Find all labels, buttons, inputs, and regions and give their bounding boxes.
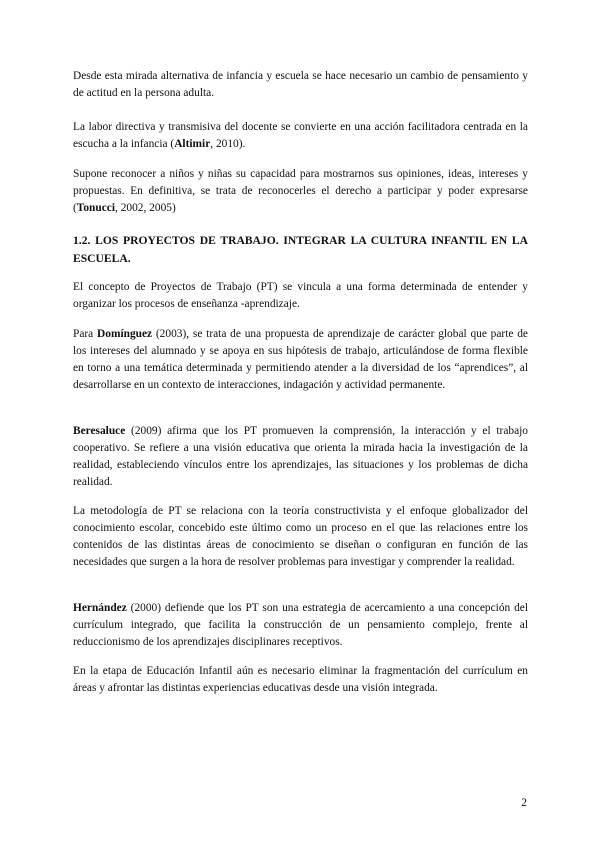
citation-author-tonucci: Tonucci bbox=[76, 201, 115, 214]
citation-author-dominguez: Domínguez bbox=[97, 328, 153, 340]
paragraph-1-text: Desde esta mirada alternativa de infancia y escuela se hace necesario un cambio de pensamiento y de actitud en la persona adulta. bbox=[73, 70, 528, 99]
paragraph-9-text: En la etapa de Educación Infantil aún es necesario eliminar la fragmentación del currículum en áreas y afrontar las distintas experiencias educativas desde una visión integrada. bbox=[73, 665, 528, 694]
paragraph-7-text: La metodología de PT se relaciona con la teoría constructivista y el enfoque globalizador del conocimiento escolar, concebido este último como un proceso en el que las relaciones entre los contenidos de las distintas áreas de conocimiento se diseñan o configuran en función de las necesidades que surgen a la hora de resolver problemas para investigar y comprender la realidad. bbox=[73, 505, 528, 568]
paragraph-1 bbox=[73, 68, 528, 102]
citation-year: , 2010). bbox=[210, 137, 246, 150]
citation-author-beresaluce: Beresaluce bbox=[73, 425, 126, 437]
paragraph-6 bbox=[73, 423, 528, 491]
section-heading bbox=[73, 232, 528, 267]
paragraph-8-text: (2000) defiende que los PT son una estrategia de acercamiento a una concepción del currículum integrado, que facilita la construcción de un pensamiento complejo, frente al reduccionismo de los aprendizajes disciplinares receptivos. bbox=[73, 602, 528, 648]
citation-author-hernandez: Hernández bbox=[73, 602, 127, 614]
paragraph-3-text: Supone reconocer a niños y niñas su capacidad para mostrarnos sus opiniones, ideas, intereses y propuestas. En definitiva, se trata de reconocerles el derecho a participar y poder expresarse ( bbox=[73, 168, 528, 214]
paragraph-6-text: (2009) afirma que los PT promueven la comprensión, la interacción y el trabajo cooperativo. Se refiere a una visión educativa que orienta la mirada hacia la investigación de la realidad, estableciendo vínculos entre los aprendizajes, las situaciones y los problemas de dicha realidad. bbox=[73, 425, 528, 488]
paragraph-5-lead: Para bbox=[73, 328, 98, 340]
paragraph-8 bbox=[73, 600, 528, 651]
citation-author-altimir: Altimir bbox=[174, 137, 211, 150]
paragraph-3 bbox=[73, 166, 528, 217]
paragraph-2-text: La labor directiva y transmisiva del docente se convierte en una acción facilitadora centrada en la escucha a la infancia ( bbox=[73, 121, 528, 150]
paragraph-9 bbox=[73, 663, 528, 697]
paragraph-7 bbox=[73, 503, 528, 571]
paragraph-5-text: (2003), se trata de una propuesta de aprendizaje de carácter global que parte de los intereses del alumnado y se apoya en sus hipótesis de trabajo, articulándose de forma flexible en torno a una temática determinada y permitiendo atender a la diversidad de los “aprendices”, al desarrollarse en un contexto de interacciones, indagación y actividad permanente. bbox=[73, 328, 528, 391]
citation-year: , 2002, 2005) bbox=[115, 201, 176, 214]
paragraph-4-text: El concepto de Proyectos de Trabajo (PT) se vincula a una forma determinada de entender y organizar los procesos de enseñanza -aprendizaje. bbox=[73, 281, 528, 310]
section-heading-text: 1.2. LOS PROYECTOS DE TRABAJO. INTEGRAR LA CULTURA INFANTIL EN LA ESCUELA. bbox=[73, 234, 528, 265]
page-number: 2 bbox=[521, 797, 527, 809]
paragraph-5 bbox=[73, 326, 528, 394]
paragraph-2 bbox=[73, 119, 528, 153]
paragraph-4 bbox=[73, 279, 528, 313]
